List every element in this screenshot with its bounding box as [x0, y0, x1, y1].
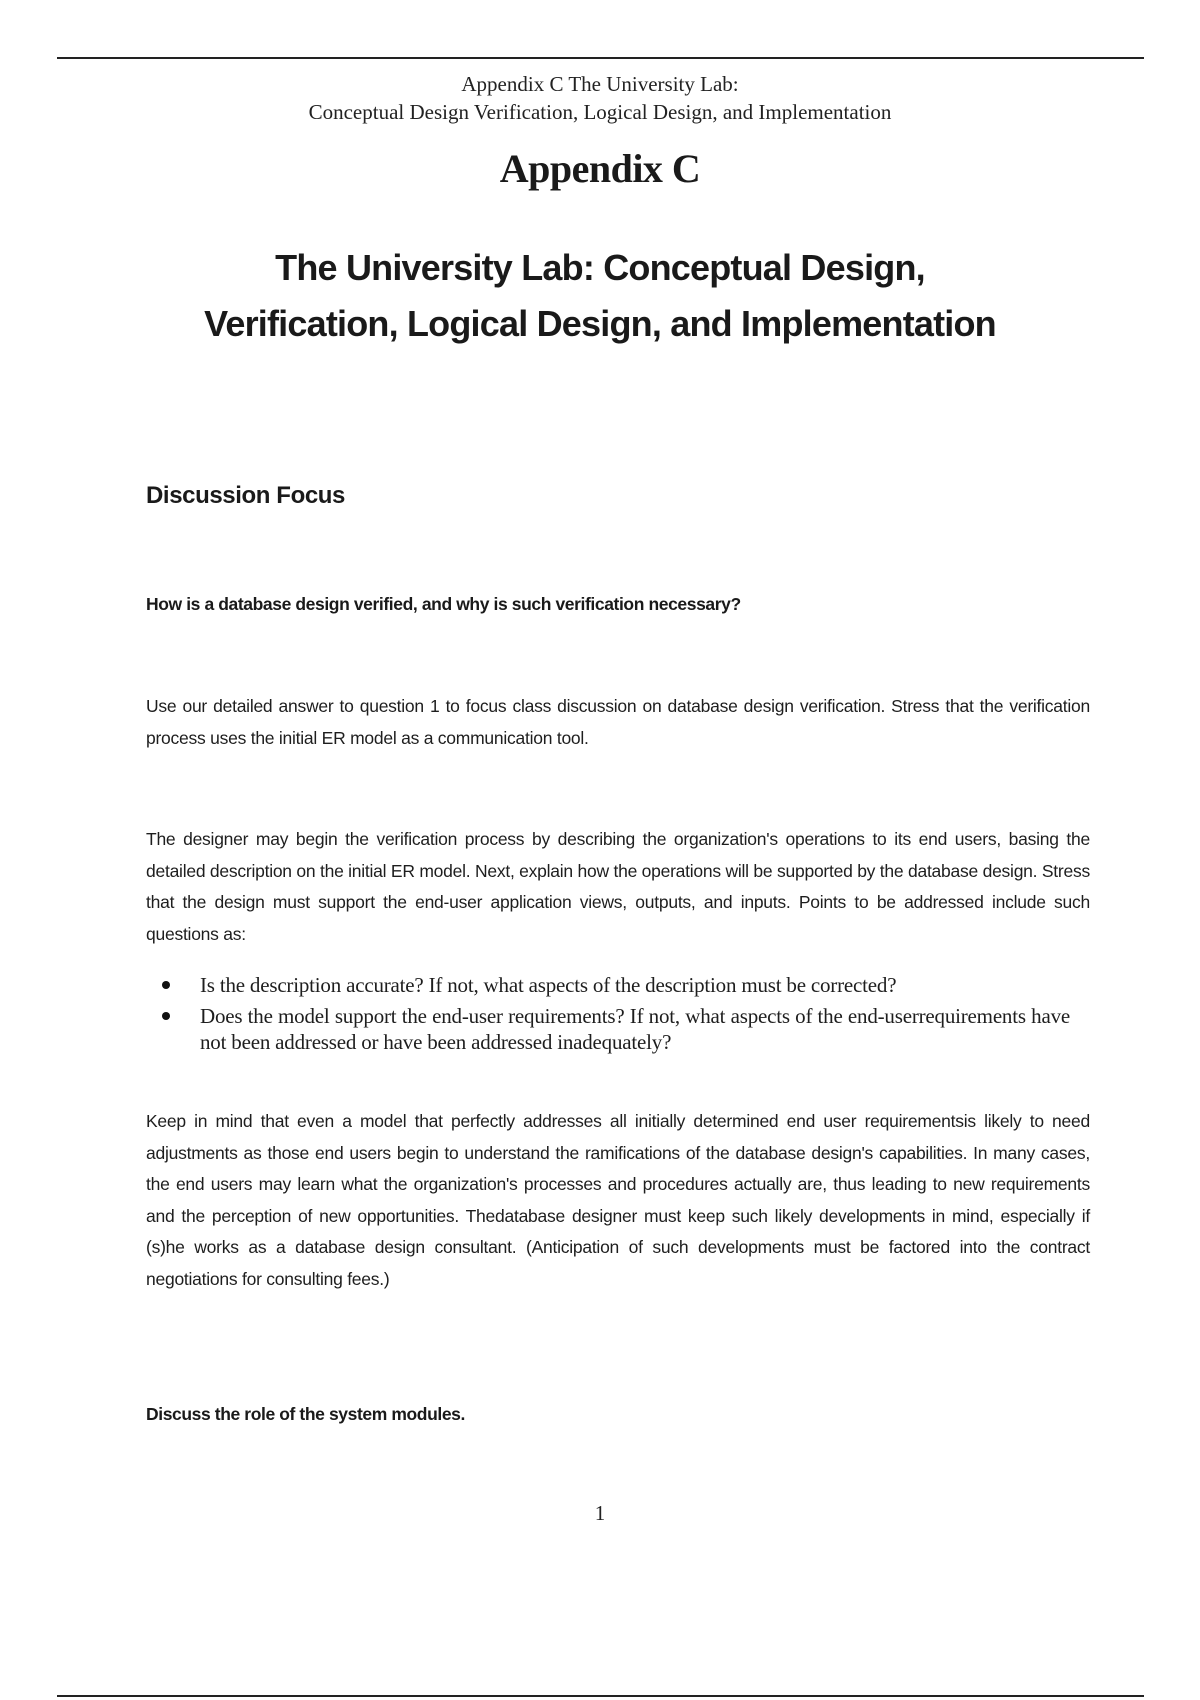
running-header-line-2: Conceptual Design Verification, Logical Design, and Implementation: [308, 100, 892, 124]
paragraph-1: Use our detailed answer to question 1 to focus class discussion on database design verification. Stress that the verification process uses the initial ER model as a communication tool.: [146, 696, 1090, 748]
bullet-icon: [162, 1012, 170, 1020]
bullet-text: Is the description accurate? If not, what aspects of the description must be corrected?: [200, 973, 897, 997]
question-2: Discuss the role of the system modules.: [146, 1404, 465, 1424]
chapter-title-line-2: Verification, Logical Design, and Implementation: [204, 303, 996, 344]
top-rule: [57, 57, 1144, 59]
bottom-rule: [57, 1695, 1144, 1697]
paragraph-2: The designer may begin the verification process by describing the organization's operations to its end users, basing the detailed description on the initial ER model. Next, explain how the operations will be supported by the database design. Stress that the design must support the end-user application views, outputs, and inputs. Points to be addressed include such questions as:: [146, 829, 1090, 944]
appendix-title: Appendix C: [499, 146, 701, 191]
list-item: [146, 972, 1070, 998]
chapter-title: [100, 240, 1100, 352]
bullet-list: [146, 972, 1096, 1060]
paragraph-3: Keep in mind that even a model that perfectly addresses all initially determined end user requirementsis likely to need adjustments as those end users begin to understand the ramifications of the database design's capabilities. In many cases, the end users may learn what the organization's processes and procedures actually are, thus leading to new requirements and the perception of new opportunities. Thedatabase designer must keep such likely developments in mind, especially if (s)he works as a database design consultant. (Anticipation of such developments must be factored into the contract negotiations for consulting fees.): [146, 1111, 1090, 1289]
chapter-title-line-1: The University Lab: Conceptual Design,: [275, 247, 925, 288]
bullet-text: Does the model support the end-user requirements? If not, what aspects of the end-userrequirements have not been addressed or have been addressed inadequately?: [200, 1004, 1070, 1054]
section-heading: Discussion Focus: [146, 482, 345, 509]
bullet-icon: [162, 981, 170, 989]
question-1: How is a database design verified, and why is such verification necessary?: [146, 594, 741, 614]
running-header: [0, 70, 1200, 126]
running-header-line-1: Appendix C The University Lab:: [461, 72, 739, 96]
list-item: [146, 1003, 1070, 1055]
page-number: 1: [594, 1501, 606, 1525]
